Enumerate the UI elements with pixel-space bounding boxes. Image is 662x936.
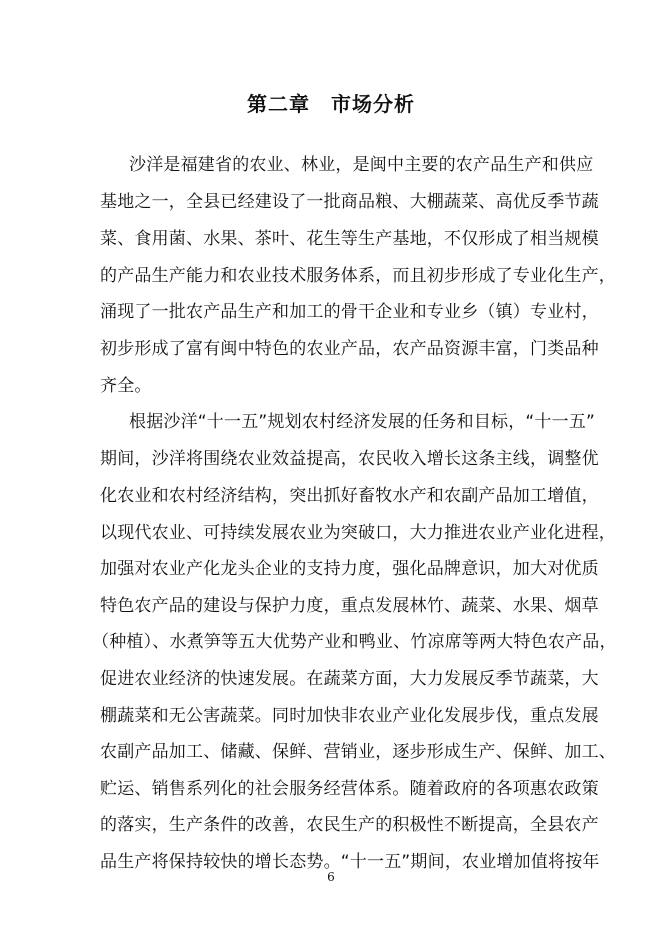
body-line: 促进农业经济的快速发展。在蔬菜方面，大力发展反季节蔬菜，大	[100, 669, 599, 689]
body-line: 基地之一，全县已经建设了一批商品粮、大棚蔬菜、高优反季节蔬	[100, 192, 599, 212]
body-line: 齐全。	[100, 376, 152, 396]
body-line: 加强对农业产化龙头企业的支持力度，强化品牌意识，加大对优质	[100, 559, 599, 579]
body-line: （种植）、水煮笋等五大优势产业和鸭业、竹凉席等两大特色农产品，	[92, 632, 617, 652]
body-line: 化农业和农村经济结构，突出抓好畜牧水产和农副产品加工增值，	[100, 486, 599, 506]
body-line: 的产品生产能力和农业技术服务体系，而且初步形成了专业化生产，	[100, 266, 616, 286]
body-line: 期间，沙洋将围绕农业效益提高，农民收入增长这条主线，调整优	[100, 449, 599, 469]
body-line: 菜、食用菌、水果、茶叶、花生等生产基地，不仅形成了相当规模	[100, 229, 599, 249]
page-number: 6	[327, 870, 335, 884]
body-line: 沙洋是福建省的农业、林业，是闽中主要的农产品生产和供应	[129, 155, 594, 175]
body-line: 贮运、销售系列化的社会服务经营体系。随着政府的各项惠农政策	[100, 779, 599, 799]
body-line: 根据沙洋“十一五”规划农村经济发展的任务和目标，“十一五”	[129, 412, 596, 432]
body-line: 以现代农业、可持续发展农业为突破口，大力推进农业产业化进程，	[100, 523, 616, 543]
body-line: 的落实，生产条件的改善，农民生产的积极性不断提高，全县农产	[100, 815, 599, 835]
body-line: 棚蔬菜和无公害蔬菜。同时加快非农业产业化发展步伐，重点发展	[100, 706, 599, 726]
body-line: 初步形成了富有闽中特色的农业产品，农产品资源丰富，门类品种	[100, 339, 599, 359]
body-line: 农副产品加工、储藏、保鲜、营销业，逐步形成生产、保鲜、加工、	[100, 742, 616, 762]
body-line: 涌现了一批农产品生产和加工的骨干企业和专业乡（镇）专业村，	[100, 302, 599, 322]
body-line: 特色农产品的建设与保护力度，重点发展林竹、蔬菜、水果、烟草	[100, 596, 599, 616]
chapter-title: 第二章 市场分析	[247, 92, 415, 116]
body-line: 品生产将保持较快的增长态势。“十一五”期间，农业增加值将按年	[100, 852, 600, 872]
